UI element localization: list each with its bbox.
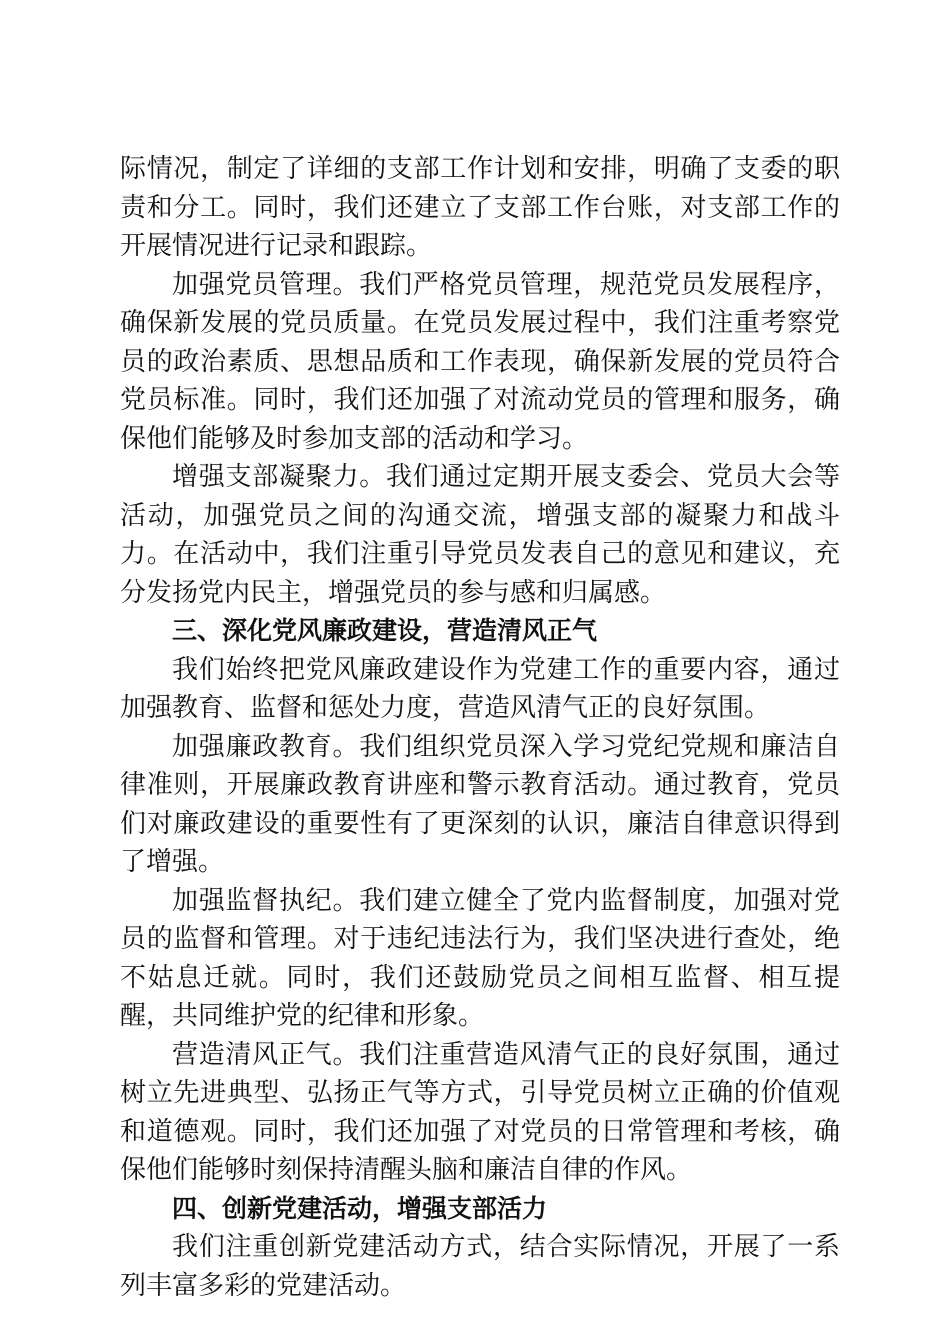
- paragraph-supervision: 加强监督执纪。我们建立健全了党内监督制度，加强对党员的监督和管理。对于违纪违法行为，我们坚决进行查处，绝不姑息迁就。同时，我们还鼓励党员之间相互监督、相互提醒，共同维护党的纪律和形象。: [120, 885, 840, 1031]
- paragraph-party-activities: 我们注重创新党建活动方式，结合实际情况，开展了一系列丰富多彩的党建活动。: [120, 1232, 840, 1301]
- paragraph-branch-cohesion: 增强支部凝聚力。我们通过定期开展支委会、党员大会等活动，加强党员之间的沟通交流，增强支部的凝聚力和战斗力。在活动中，我们注重引导党员发表自己的意见和建议，充分发扬党内民主，增强党员的参与感和归属感。: [120, 462, 840, 608]
- paragraph-integrity-education: 加强廉政教育。我们组织党员深入学习党纪党规和廉洁自律准则，开展廉政教育讲座和警示教育活动。通过教育，党员们对廉政建设的重要性有了更深刻的认识，廉洁自律意识得到了增强。: [120, 731, 840, 877]
- paragraph-continuation: 际情况，制定了详细的支部工作计划和安排，明确了支委的职责和分工。同时，我们还建立了支部工作台账，对支部工作的开展情况进行记录和跟踪。: [120, 154, 840, 261]
- section-heading-3: 三、深化党风廉政建设，营造清风正气: [172, 616, 598, 645]
- paragraph-clean-atmosphere: 营造清风正气。我们注重营造风清气正的良好氛围，通过树立先进典型、弘扬正气等方式，引导党员树立正确的价值观和道德观。同时，我们还加强了对党员的日常管理和考核，确保他们能够时刻保持清醒头脑和廉洁自律的作风。: [120, 1039, 840, 1185]
- document-body: [120, 150, 840, 1305]
- paragraph-member-management: 加强党员管理。我们严格党员管理，规范党员发展程序，确保新发展的党员质量。在党员发展过程中，我们注重考察党员的政治素质、思想品质和工作表现，确保新发展的党员符合党员标准。同时，我们还加强了对流动党员的管理和服务，确保他们能够及时参加支部的活动和学习。: [120, 269, 840, 454]
- section-heading-4: 四、创新党建活动，增强支部活力: [172, 1193, 548, 1223]
- paragraph-integrity-intro: 我们始终把党风廉政建设作为党建工作的重要内容，通过加强教育、监督和惩处力度，营造风清气正的良好氛围。: [120, 654, 840, 723]
